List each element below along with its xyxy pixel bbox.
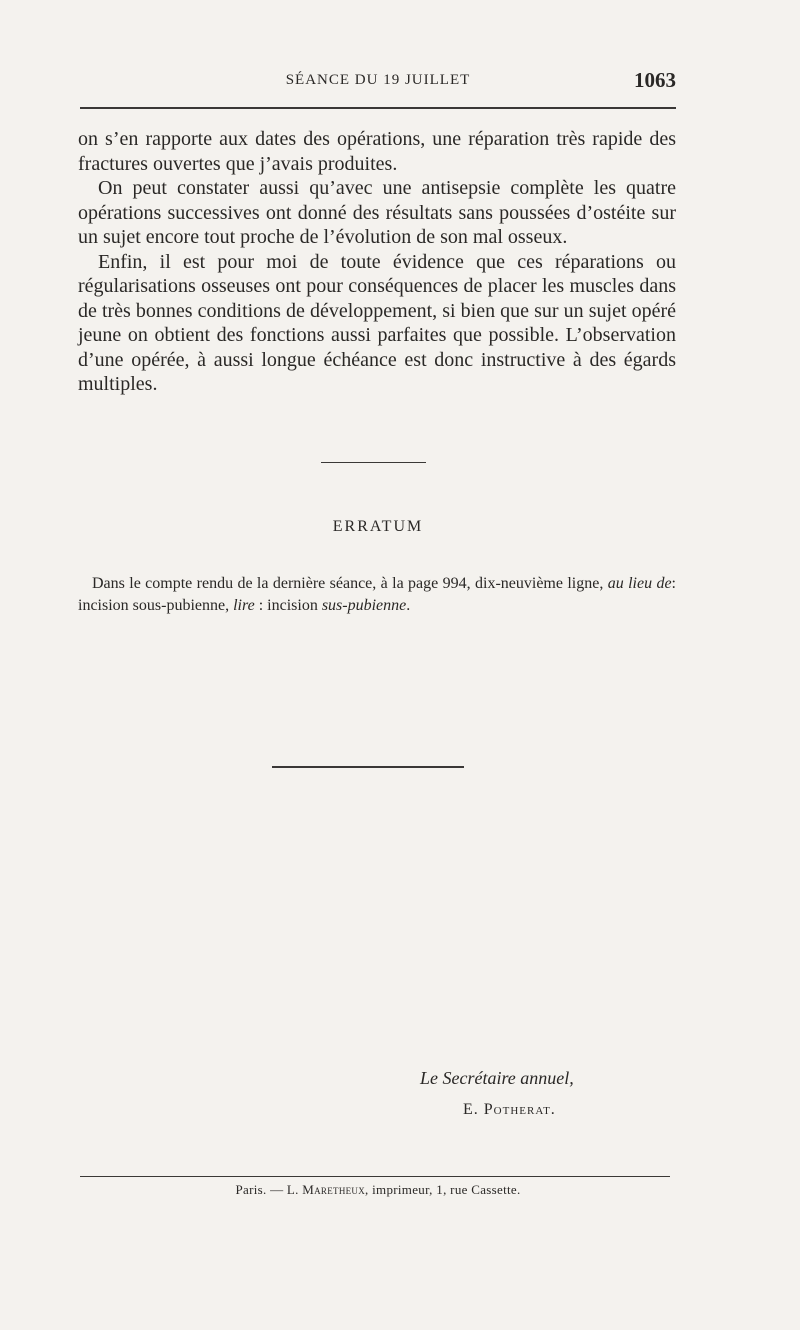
erratum-text xyxy=(78,573,676,617)
running-header xyxy=(80,68,676,96)
imprint-printer: Maretheux xyxy=(302,1182,366,1197)
paragraph-3: Enfin, il est pour moi de toute évidence que ces réparations ou régularisations osseuses ont pour conséquences de placer les muscles dans de très bonnes conditions de développement, si bien que sur un sujet opéré jeune on obtient des fonctions aussi parfaites que possible. L’observation d’une opérée, à aussi longue échéance est donc instructive à des égards multiples. xyxy=(78,250,676,395)
erratum-italic-sus-pubienne: sus-pubienne xyxy=(321,597,407,614)
erratum-text-part2: : incision sous-pubienne, xyxy=(78,575,676,614)
page-number: 1063 xyxy=(634,68,676,92)
header-title: SÉANCE DU 19 JUILLET xyxy=(285,72,471,88)
erratum-italic-lire: lire xyxy=(233,597,255,614)
section-divider-long xyxy=(272,766,464,768)
erratum-text-part3: : incision xyxy=(254,597,322,614)
signature-initial: E. xyxy=(463,1101,484,1118)
header-rule xyxy=(80,107,676,109)
printer-imprint xyxy=(0,1182,756,1198)
paragraph-1: on s’en rapporte aux dates des opérations, une réparation très rapide des fractures ouvertes que j’avais produites. xyxy=(78,128,676,175)
signature-name xyxy=(463,1101,556,1119)
imprint-prefix: Paris. — L. xyxy=(235,1182,303,1197)
section-divider-short xyxy=(321,462,426,463)
signature-surname: Potherat xyxy=(483,1101,551,1118)
paragraph-2: On peut constater aussi qu’avec une antisepsie complète les quatre opérations successives ont donné des résultats sans poussées d’ostéite sur un sujet encore tout proche de l’évolution de son mal osseux. xyxy=(78,177,676,248)
body-text xyxy=(78,127,676,397)
erratum-italic-au-lieu-de: au lieu de xyxy=(607,575,672,592)
erratum-text-part4: . xyxy=(406,597,411,614)
footer-rule xyxy=(80,1176,670,1177)
signature-title: Le Secrétaire annuel, xyxy=(420,1068,574,1088)
erratum-text-part1: Dans le compte rendu de la dernière séance, à la page 994, dix-neuvième ligne, xyxy=(92,575,608,592)
erratum-heading: ERRATUM xyxy=(332,518,424,535)
imprint-suffix: , imprimeur, 1, rue Cassette. xyxy=(365,1182,521,1197)
signature-suffix: . xyxy=(550,1101,556,1118)
